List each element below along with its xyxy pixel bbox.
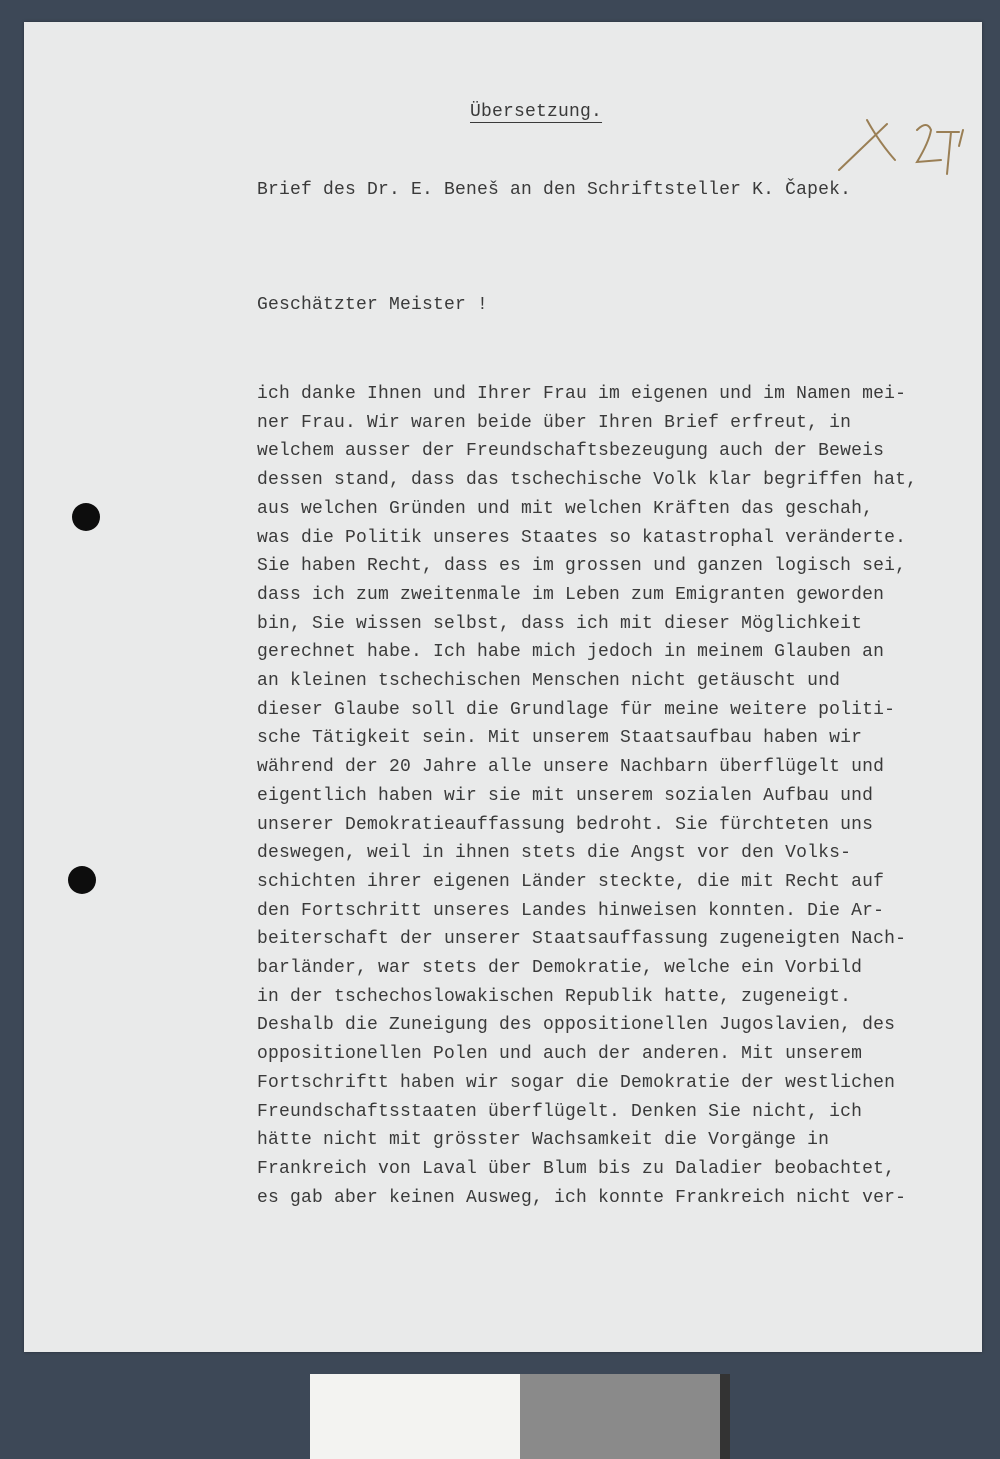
body-line: was die Politik unseres Staates so katastrophal veränderte. [257, 527, 907, 548]
body-line: barländer, war stets der Demokratie, welche ein Vorbild [257, 958, 863, 979]
document-page [24, 22, 982, 1352]
body-line: eigentlich haben wir sie mit unserem sozialen Aufbau und [257, 785, 874, 806]
body-line: bin, Sie wissen selbst, dass ich mit dieser Möglichkeit [257, 613, 863, 634]
punch-hole-upper [72, 503, 100, 531]
body-line: unserer Demokratieauffassung bedroht. Sie fürchteten uns [257, 814, 874, 835]
body-line: ich danke Ihnen und Ihrer Frau im eigenen und im Namen mei- [257, 384, 907, 404]
document-subject: Brief des Dr. E. Beneš an den Schriftsteller K. Čapek. [257, 180, 852, 200]
body-line: während der 20 Jahre alle unsere Nachbarn überflügelt und [257, 757, 885, 778]
body-line: welchem ausser der Freundschaftsbezeugung auch der Beweis [257, 441, 885, 462]
salutation: Geschätzter Meister ! [257, 295, 489, 315]
handwritten-mark [829, 102, 969, 182]
letter-body [257, 380, 917, 1212]
body-line: an kleinen tschechischen Menschen nicht getäuscht und [257, 671, 841, 692]
body-line: dass ich zum zweitenmale im Leben zum Emigranten geworden [257, 584, 885, 605]
body-line: Freundschaftsstaaten überflügelt. Denken Sie nicht, ich [257, 1101, 863, 1122]
body-line: den Fortschritt unseres Landes hinweisen konnten. Die Ar- [257, 900, 885, 921]
body-line: schichten ihrer eigenen Länder steckte, die mit Recht auf [257, 871, 885, 892]
body-line: Deshalb die Zuneigung des oppositionellen Jugoslavien, des [257, 1015, 896, 1036]
calibration-strip-grey [520, 1374, 720, 1459]
body-line: Frankreich von Laval über Blum bis zu Daladier beobachtet, [257, 1158, 896, 1179]
calibration-strip-white [310, 1374, 520, 1459]
body-line: hätte nicht mit grösster Wachsamkeit die Vorgänge in [257, 1130, 830, 1151]
calibration-strip-dark [720, 1374, 730, 1459]
body-line: in der tschechoslowakischen Republik hatte, zugeneigt. [257, 986, 852, 1007]
punch-hole-lower [68, 866, 96, 894]
body-line: Fortschriftt haben wir sogar die Demokratie der westlichen [257, 1072, 896, 1093]
body-line: deswegen, weil in ihnen stets die Angst vor den Volks- [257, 843, 852, 864]
body-line: gerechnet habe. Ich habe mich jedoch in meinem Glauben an [257, 642, 885, 663]
body-line: Sie haben Recht, dass es im grossen und ganzen logisch sei, [257, 556, 907, 577]
body-line: es gab aber keinen Ausweg, ich konnte Frankreich nicht ver- [257, 1187, 907, 1208]
body-line: ner Frau. Wir waren beide über Ihren Brief erfreut, in [257, 412, 852, 433]
body-line: sche Tätigkeit sein. Mit unserem Staatsaufbau haben wir [257, 728, 863, 749]
body-line: dieser Glaube soll die Grundlage für meine weitere politi- [257, 699, 896, 720]
document-title: Übersetzung. [470, 102, 603, 122]
body-line: dessen stand, dass das tschechische Volk klar begriffen hat, [257, 470, 918, 491]
body-line: beiterschaft der unserer Staatsauffassung zugeneigten Nach- [257, 929, 907, 950]
body-line: oppositionellen Polen und auch der anderen. Mit unserem [257, 1044, 863, 1065]
body-line: aus welchen Gründen und mit welchen Kräften das geschah, [257, 498, 874, 519]
